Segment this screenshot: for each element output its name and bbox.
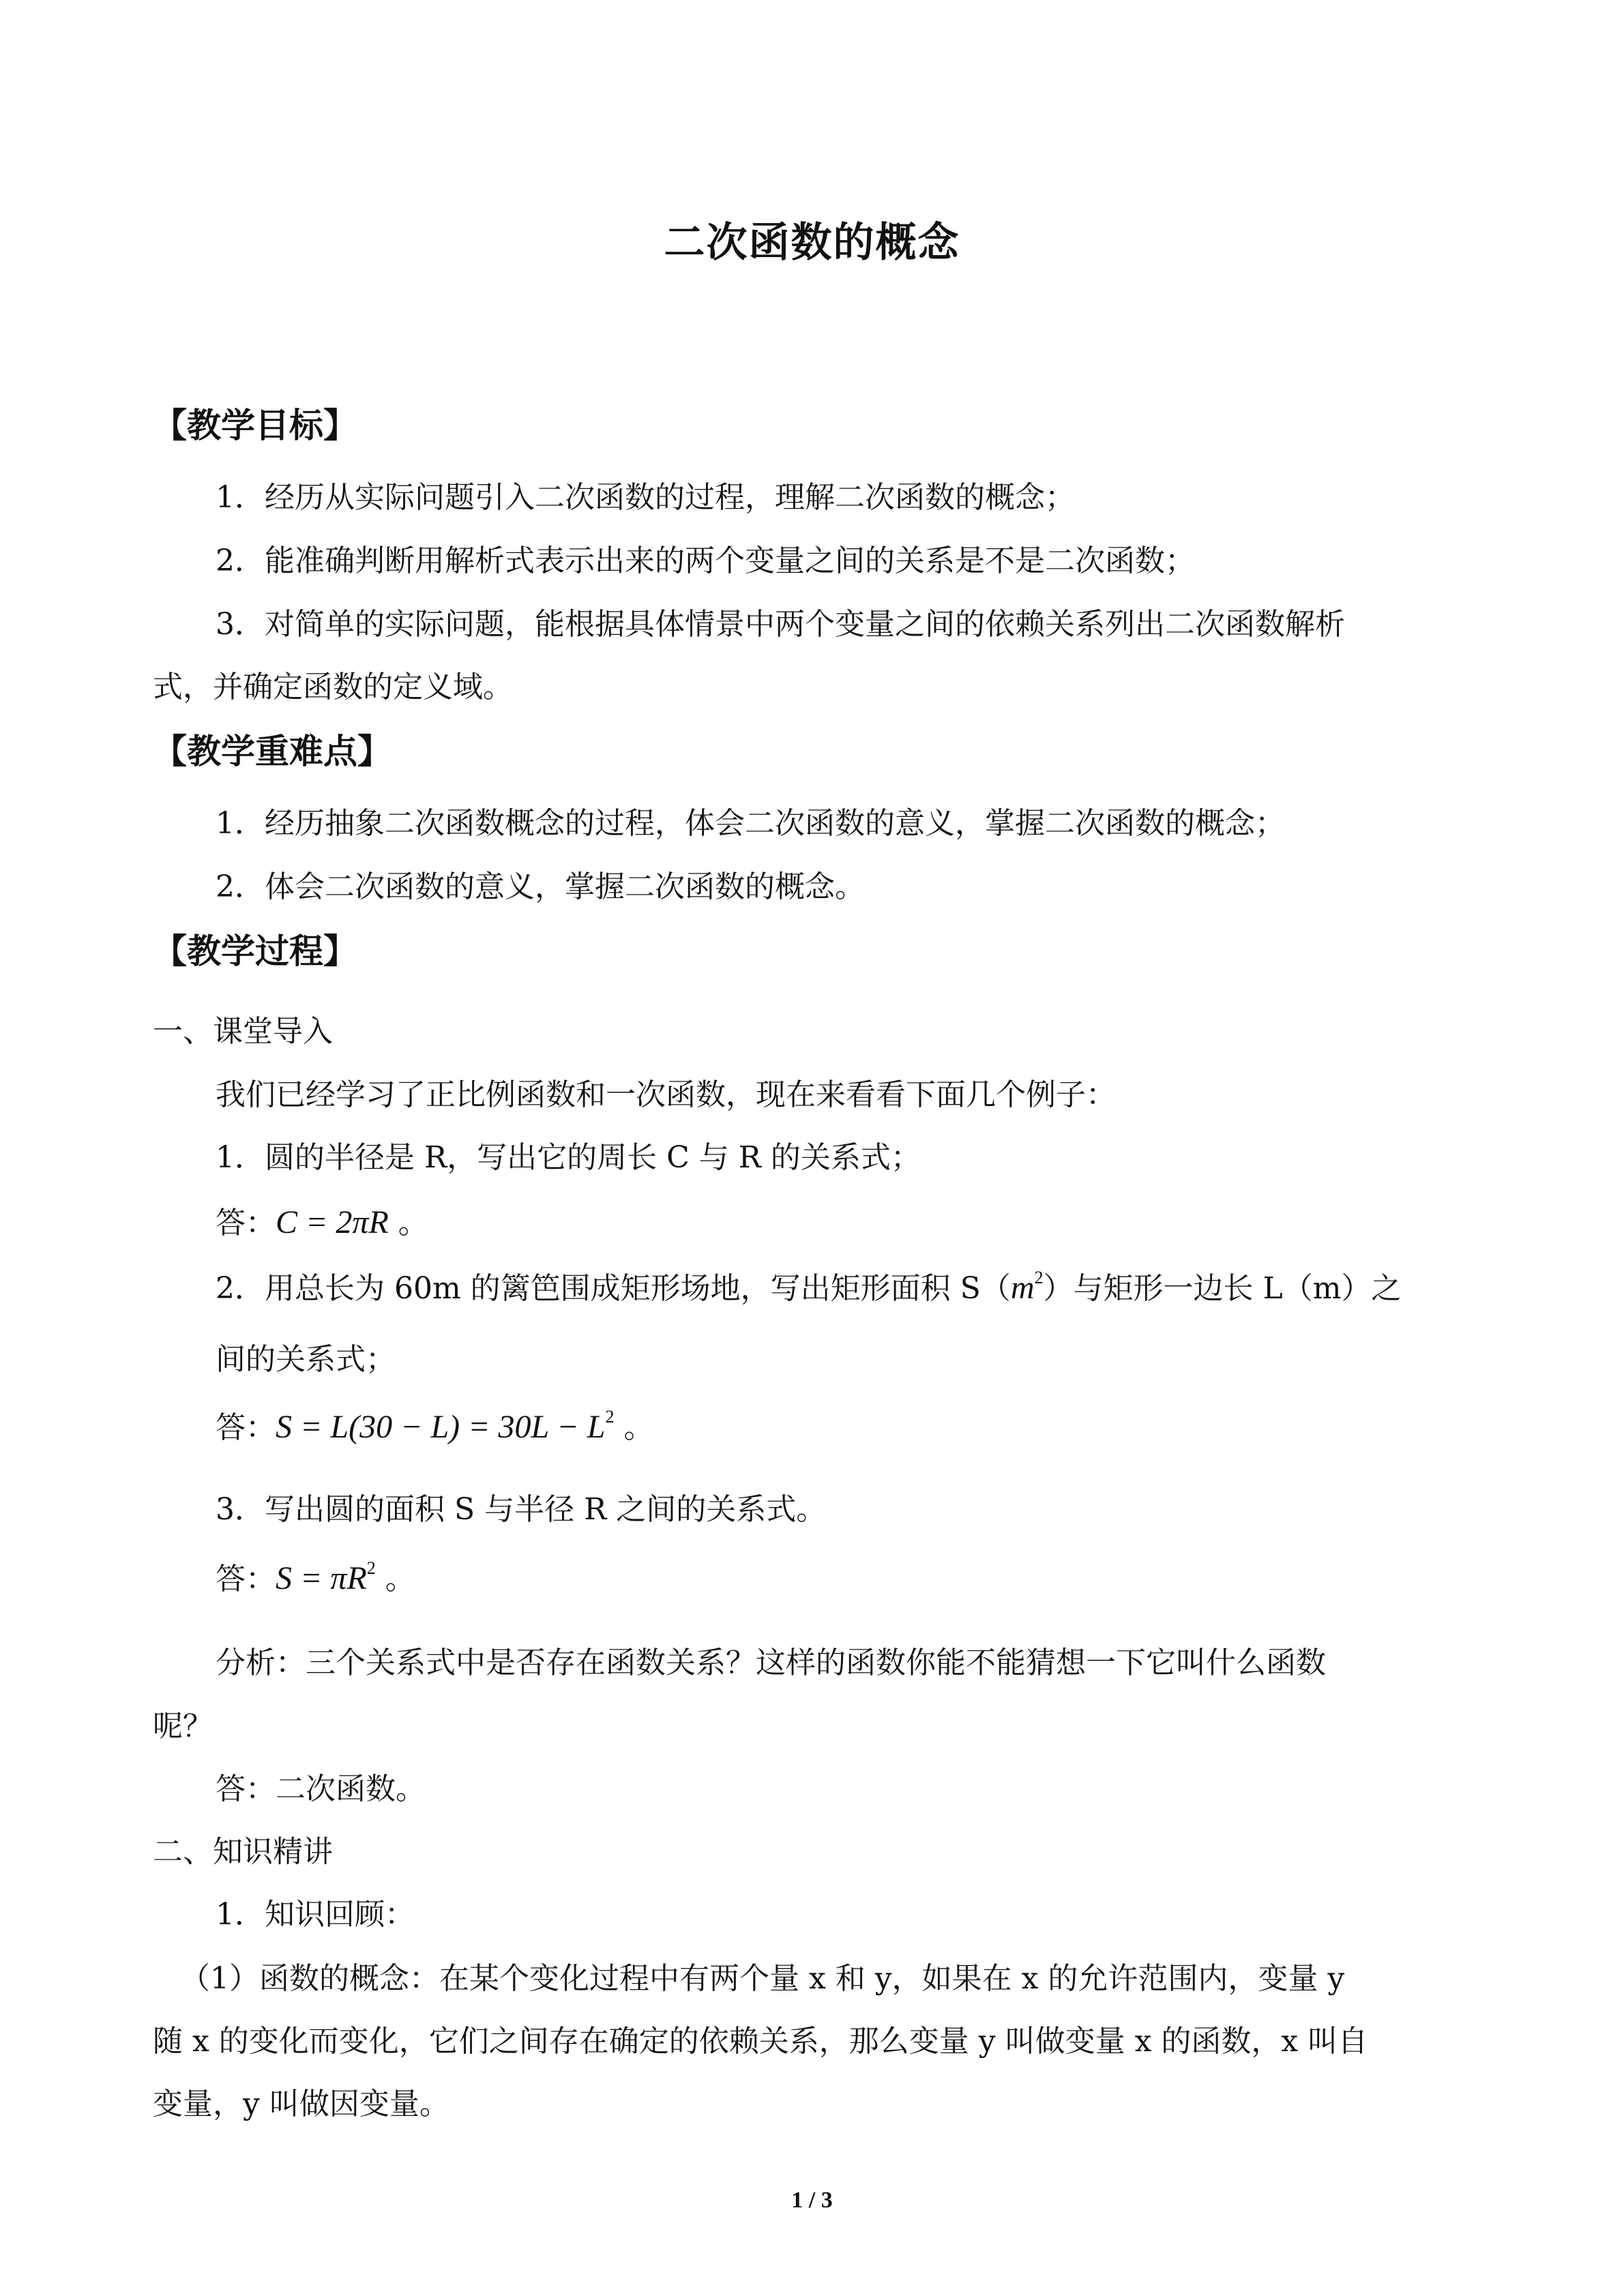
unit-base: m xyxy=(1010,1270,1035,1306)
answer-1-formula: C = 2πR xyxy=(276,1204,389,1240)
answer-3 xyxy=(216,1557,415,1598)
answer-2-formula-body: S = L(30 − L) = 30L − L xyxy=(276,1409,606,1445)
answer-1 xyxy=(216,1203,428,1242)
answer-2-exponent: 2 xyxy=(605,1407,615,1427)
definition-line-3: 变量，y 叫做因变量。 xyxy=(153,2087,449,2121)
definition-line-1: （1）函数的概念：在某个变化过程中有两个量 x 和 y，如果在 x 的允许范围内，变量 y xyxy=(180,1961,1345,1996)
question-1: 1．圆的半径是 R，写出它的周长 C 与 R 的关系式； xyxy=(216,1140,921,1175)
answer-1-end: 。 xyxy=(388,1206,428,1240)
answer-3-formula-body: S = πR xyxy=(276,1560,367,1596)
page-number: 1 / 3 xyxy=(791,2188,833,2213)
knowledge-review: 1．知识回顾： xyxy=(216,1897,415,1932)
objective-item-3: 3．对简单的实际问题，能根据具体情景中两个变量之间的依赖关系列出二次函数解析 xyxy=(216,607,1345,642)
question-2-part-b: ）与矩形一边长 L（m）之 xyxy=(1043,1271,1402,1306)
objective-item-2: 2．能准确判断用解析式表示出来的两个变量之间的关系是不是二次函数； xyxy=(216,543,1195,578)
question-2-unit xyxy=(1011,1270,1044,1306)
part2-title: 二、知识精讲 xyxy=(153,1834,333,1869)
key-points-heading: 【教学重难点】 xyxy=(153,732,392,771)
answer-2-label: 答： xyxy=(216,1410,276,1445)
part1-intro: 我们已经学习了正比例函数和一次函数，现在来看看下面几个例子： xyxy=(216,1077,1116,1112)
answer-2-end: 。 xyxy=(614,1410,654,1445)
answer-3-formula xyxy=(276,1560,376,1596)
objective-item-3-cont: 式，并确定函数的定义域。 xyxy=(153,670,513,704)
analysis-answer: 答：二次函数。 xyxy=(216,1772,426,1806)
key-point-item-2: 2．体会二次函数的意义，掌握二次函数的概念。 xyxy=(216,869,865,904)
answer-2 xyxy=(216,1406,653,1447)
analysis-line-2: 呢？ xyxy=(153,1709,213,1744)
answer-3-end: 。 xyxy=(375,1562,415,1596)
answer-3-label: 答： xyxy=(216,1562,276,1596)
objectives-heading: 【教学目标】 xyxy=(153,406,357,445)
analysis-line-1: 分析：三个关系式中是否存在函数关系？这样的函数你能不能猜想一下它叫什么函数 xyxy=(216,1645,1326,1680)
part1-title: 一、课堂导入 xyxy=(153,1014,333,1049)
key-point-item-1: 1．经历抽象二次函数概念的过程，体会二次函数的意义，掌握二次函数的概念； xyxy=(216,806,1285,841)
question-2-cont: 间的关系式； xyxy=(216,1342,396,1377)
question-2 xyxy=(216,1267,1401,1308)
answer-2-formula xyxy=(276,1409,614,1445)
page-title: 二次函数的概念 xyxy=(664,219,960,267)
unit-exponent: 2 xyxy=(1034,1268,1044,1287)
definition-line-2: 随 x 的变化而变化，它们之间存在确定的依赖关系，那么变量 y 叫做变量 x 的函数，x 叫自 xyxy=(153,2024,1368,2059)
question-2-part-a: 2．用总长为 60m 的篱笆围成矩形场地，写出矩形面积 S（ xyxy=(216,1271,1011,1306)
process-heading: 【教学过程】 xyxy=(153,931,357,971)
question-3: 3．写出圆的面积 S 与半径 R 之间的关系式。 xyxy=(216,1492,827,1527)
objective-item-1: 1．经历从实际问题引入二次函数的过程，理解二次函数的概念； xyxy=(216,480,1075,515)
answer-1-label: 答： xyxy=(216,1206,276,1240)
answer-3-exponent: 2 xyxy=(366,1558,376,1578)
